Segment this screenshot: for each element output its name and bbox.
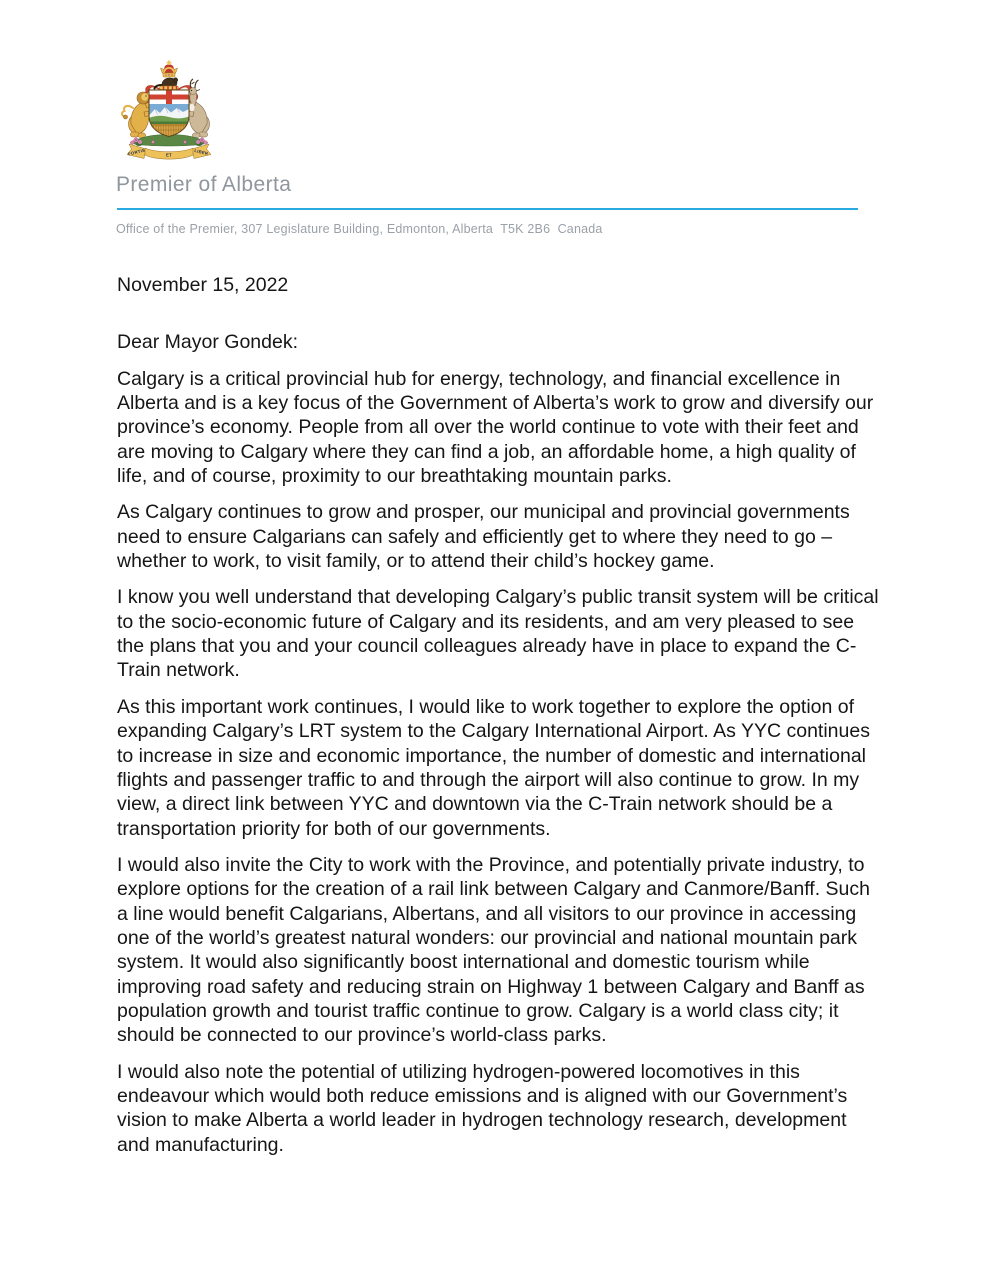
lion-supporter	[122, 92, 153, 138]
torse	[160, 86, 179, 90]
motto-word-fortis: FORTIS	[127, 147, 146, 157]
letterhead-address: Office of the Premier, 307 Legislature Building, Edmonton, Alberta T5K 2B6 Canada	[116, 222, 603, 236]
letter-body	[117, 273, 881, 1169]
letter-date: November 15, 2022	[117, 274, 289, 296]
letter-paragraph: I would also invite the City to work with the Province, and potentially private industry, to explore options for the creation of a rail link between Calgary and Canmore/Banff. Such a line would benefit Calgarians, Albertans, and all visitors to our province in accessing one of the world’s greatest natural wonders: our provincial and national mountain park system. It would also significantly boost international and domestic tourism while improving road safety and reducing strain on Highway 1 between Calgary and Banff as population growth and tourist traffic continue to grow. Calgary is a world class city; it should be connected to our province’s world-class parks.	[117, 853, 870, 1047]
motto-word-et: ET	[165, 152, 173, 158]
letter-paragraph: I would also note the potential of utilizing hydrogen-powered locomotives in this endeavour which would both reduce emissions and is aligned with our Government’s vision to make Alberta a world leader in hydrogen technology research, development and manufacturing.	[117, 1060, 848, 1156]
motto-ribbon	[127, 144, 211, 159]
royal-crown	[161, 61, 178, 78]
alberta-shield	[149, 90, 189, 137]
letterhead-rule	[117, 208, 858, 210]
alberta-coat-of-arms	[116, 56, 222, 168]
letter-paragraph: I know you well understand that developing Calgary’s public transit system will be critical to the socio-economic future of Calgary and its residents, and am very pleased to see the plans that you and your council colleagues already have in place to expand the C-Train network.	[117, 586, 879, 682]
letterhead-title: Premier of Alberta	[116, 173, 292, 196]
letter-paragraph: As Calgary continues to grow and prosper, our municipal and provincial governments need to ensure Calgarians can safely and efficiently get to where they need to go – whether to work, to visit family, or to attend their child’s hockey game.	[117, 501, 850, 573]
letter-salutation: Dear Mayor Gondek:	[117, 331, 298, 354]
letter-paragraph: Calgary is a critical provincial hub for energy, technology, and financial excellence in Alberta and is a key focus of the Government of Alberta’s work to grow and diversify our province’s economy. People from all over the world continue to vote with their feet and are moving to Calgary where they can find a job, an affordable home, a high quality of life, and of course, proximity to our breathtaking mountain parks.	[117, 367, 874, 488]
motto-word-liber: LIBER	[193, 147, 209, 157]
letter-paragraph: As this important work continues, I would like to work together to explore the option of expanding Calgary’s LRT system to the Calgary International Airport. As YYC continues to increase in size and economic importance, the number of domestic and international flights and passenger traffic to and through the airport will also continue to grow. In my view, a direct link between YYC and downtown via the C-Train network should be a transportation priority for both of our governments.	[117, 695, 870, 840]
